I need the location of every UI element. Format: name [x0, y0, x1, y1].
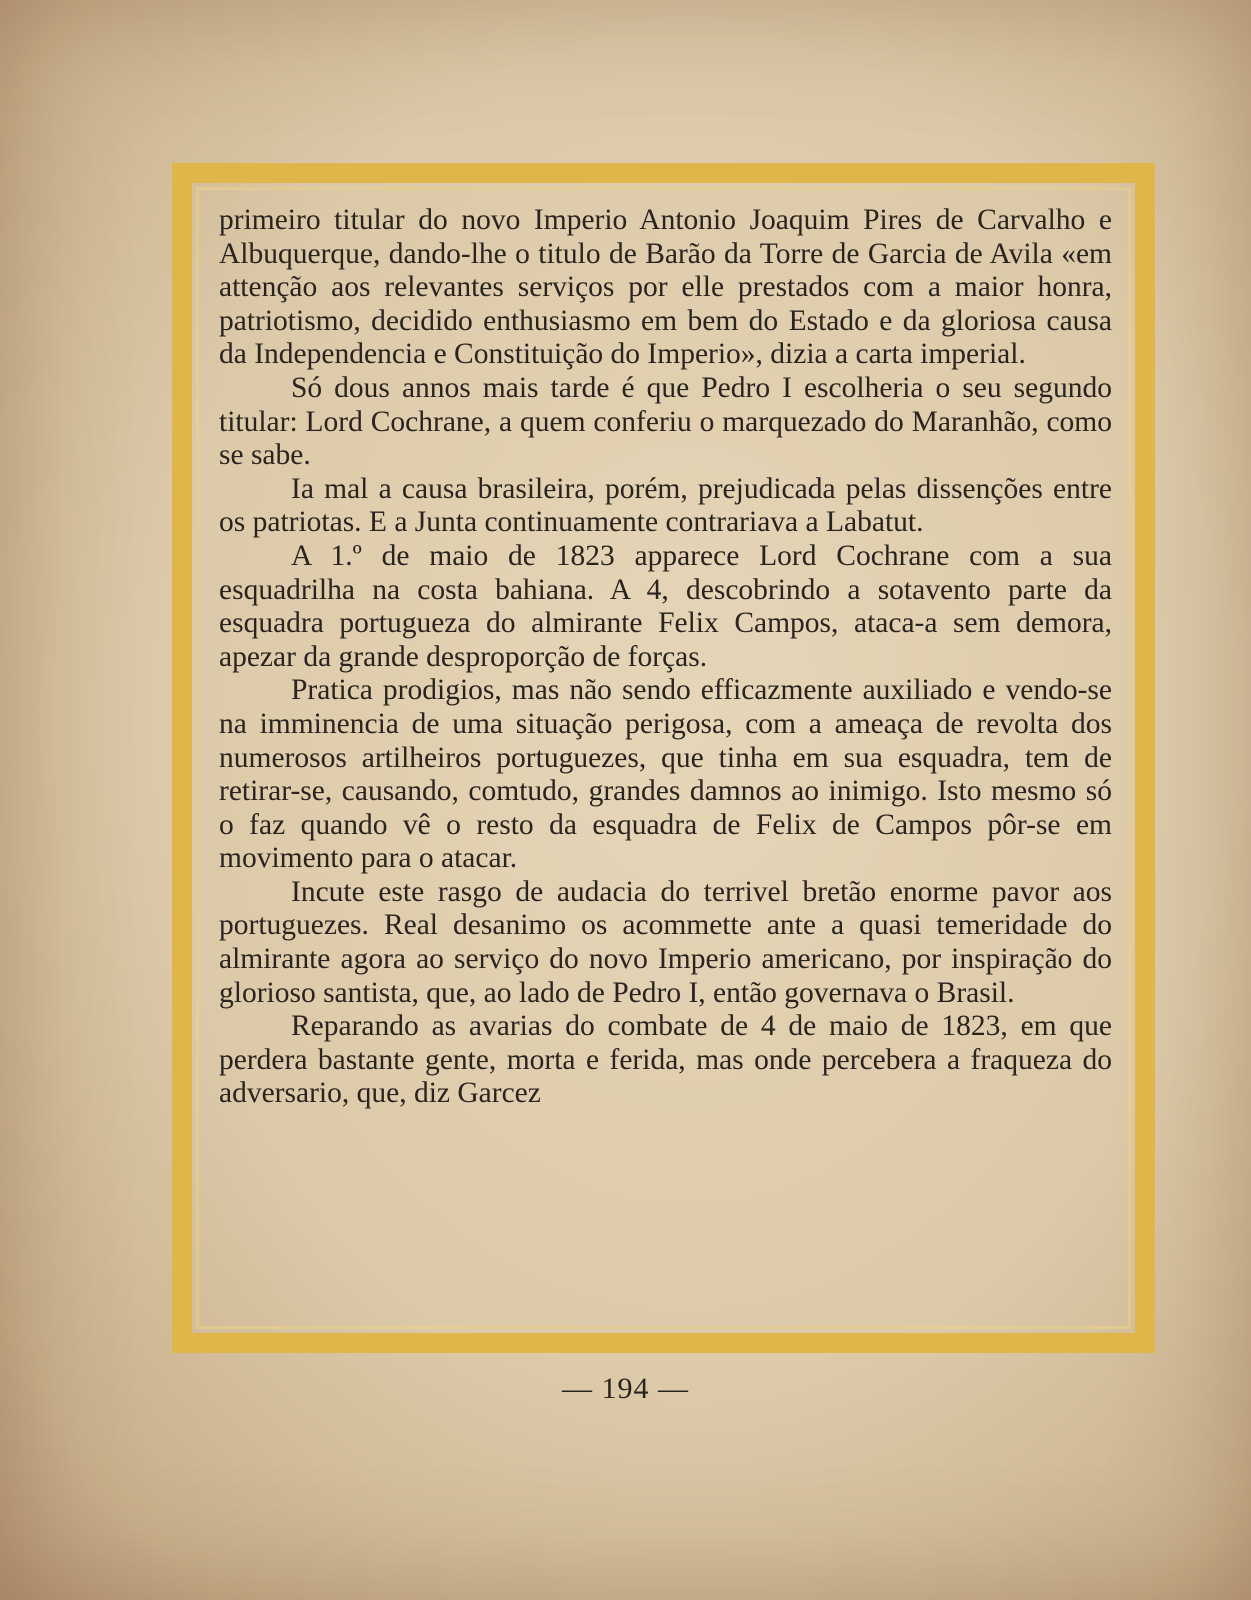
page-number: — 194 —: [562, 1372, 689, 1405]
paragraph-4: A 1.º de maio de 1823 apparece Lord Cochrane com a sua esquadrilha na costa bahiana. A 4, descobrindo a sotavento parte da esquadra portugueza do almirante Felix Campos, ataca-a sem demora, apezar da grande desproporção de forças.: [219, 539, 1112, 673]
paragraph-7: Reparando as avarias do combate de 4 de maio de 1823, em que perdera bastante gente, morta e ferida, mas onde percebera a fraqueza do adversario, que, diz Garcez: [219, 1010, 1112, 1110]
paragraph-1: primeiro titular do novo Imperio Antonio Joaquim Pires de Carvalho e Albuquerque, dando-lhe o titulo de Barão da Torre de Garcia de Avila «em attenção aos relevantes serviços por elle prestados com a maior honra, patriotismo, decidido enthusiasmo em bem do Estado e da gloriosa causa da Independencia e Constituição do Imperio», dizia a carta imperial.: [219, 204, 1112, 371]
paragraph-5: Pratica prodigios, mas não sendo efficazmente auxiliado e vendo-se na imminencia de uma situação perigosa, com a ameaça de revolta dos numerosos artilheiros portuguezes, que tinha em sua esquadra, tem de retirar-se, causando, comtudo, grandes damnos ao inimigo. Isto mesmo só o faz quando vê o resto da esquadra de Felix de Campos pôr-se em movimento para o atacar.: [219, 674, 1112, 875]
paragraph-3: Ia mal a causa brasileira, porém, prejudicada pelas dissenções entre os patriotas. E a Junta continuamente contrariava a Labatut.: [219, 472, 1112, 539]
paragraph-6: Incute este rasgo de audacia do terrivel bretão enorme pavor aos portuguezes. Real desanimo os acommette ante a quasi temeridade do almirante agora ao serviço do novo Imperio americano, por inspiração do glorioso santista, que, ao lado de Pedro I, então governava o Brasil.: [219, 875, 1112, 1009]
paragraph-2: Só dous annos mais tarde é que Pedro I escolheria o seu segundo titular: Lord Cochrane, a quem conferiu o marquezado do Maranhão, como se sabe.: [219, 371, 1112, 472]
body-text: [219, 204, 1112, 1111]
